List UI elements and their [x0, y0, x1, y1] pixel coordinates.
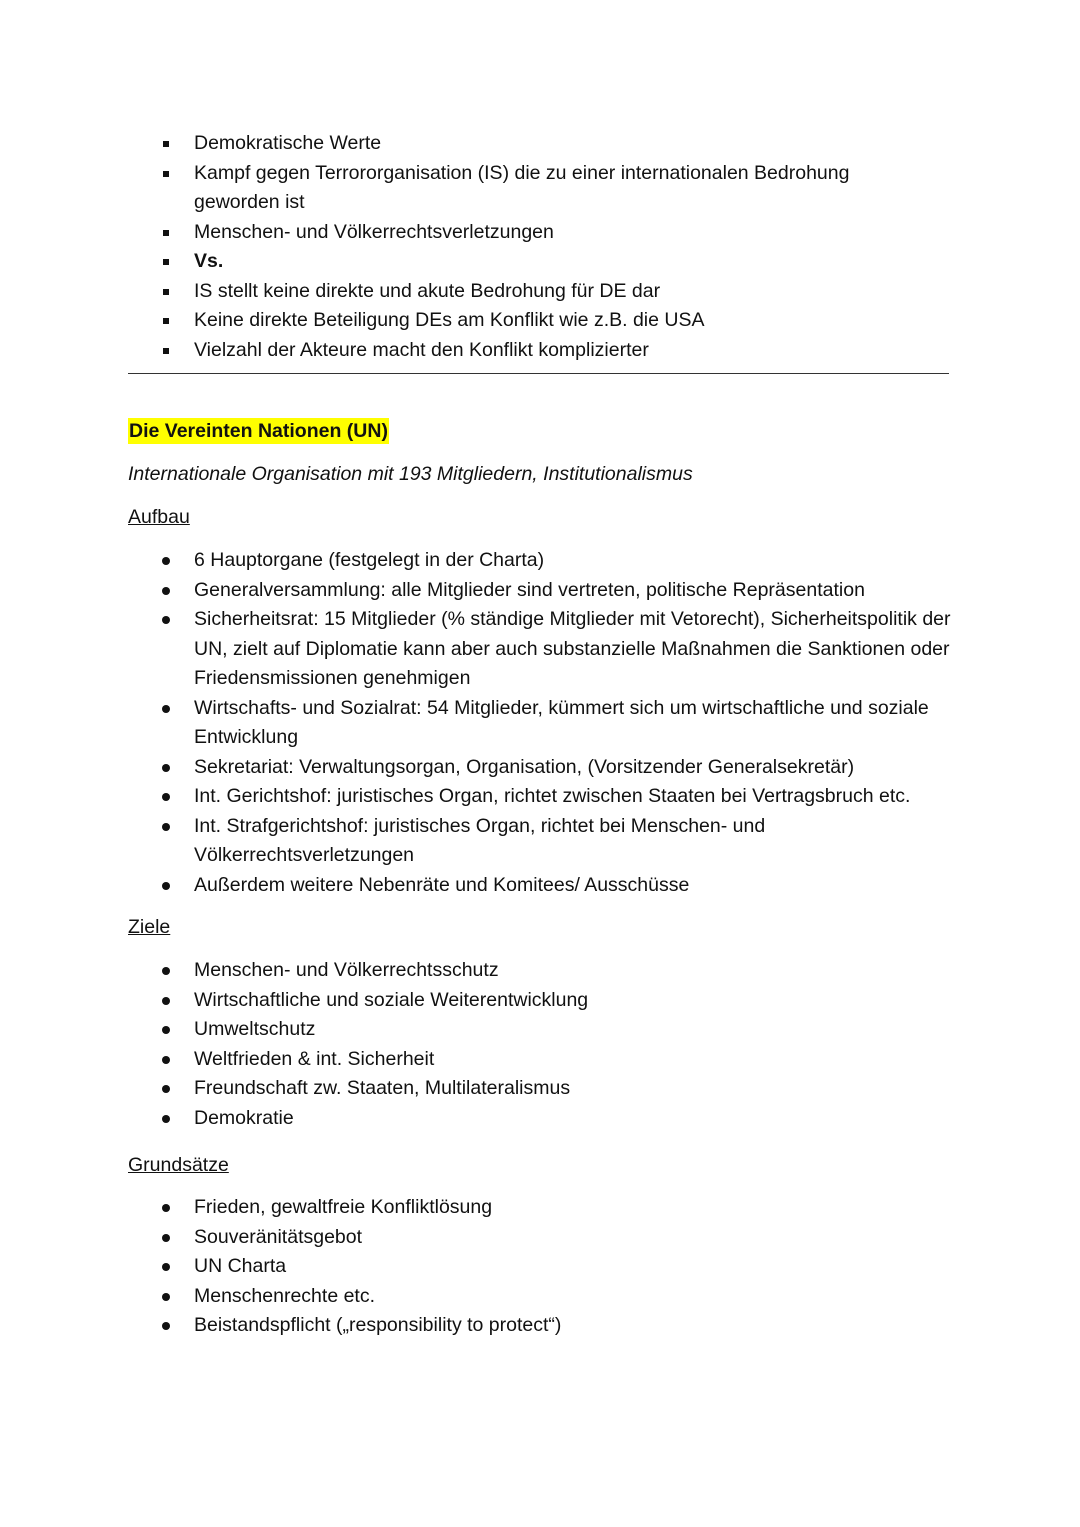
list-item-text: Demokratische Werte: [194, 132, 382, 154]
list-item: [0, 1104, 1080, 1134]
list-item: [0, 1193, 1080, 1223]
grundsaetze-label: Grundsätze: [128, 1154, 229, 1176]
list-item-text: Vs.: [194, 250, 224, 272]
list-item-text: Beistandspflicht („responsibility to protect“): [194, 1314, 562, 1336]
list-item-text: Int. Gerichtshof: juristisches Organ, richtet zwischen Staaten bei Vertragsbruch etc.: [194, 785, 911, 807]
list-item: [0, 306, 1080, 336]
list-item: [0, 1015, 1080, 1045]
list-item: [0, 1311, 1080, 1341]
list-item-text: Kampf gegen Terrororganisation (IS) die zu einer internationalen Bedrohung geworden ist: [194, 161, 850, 213]
list-item-text: Souveränitätsgebot: [194, 1225, 363, 1248]
list-item: [0, 336, 1080, 366]
list-item-text: Freundschaft zw. Staaten, Multilateralismus: [194, 1077, 571, 1099]
list-item: [0, 812, 1080, 871]
list-item-text: Wirtschafts- und Sozialrat: 54 Mitglieder, kümmert sich um wirtschaftliche und soziale Entwicklung: [194, 696, 929, 748]
list-item-text: Frieden, gewaltfreie Konfliktlösung: [194, 1196, 493, 1218]
list-item-text: Sekretariat: Verwaltungsorgan, Organisation, (Vorsitzender Generalsekretär): [194, 755, 855, 778]
list-item-text: Umweltschutz: [194, 1018, 316, 1040]
list-item: [0, 1282, 1080, 1312]
ziele-list: [0, 956, 1080, 1133]
list-item-text: Keine direkte Beteiligung DEs am Konflikt wie z.B. die USA: [194, 309, 705, 331]
list-item: [0, 956, 1080, 986]
list-item-text: Generalversammlung: alle Mitglieder sind vertreten, politische Repräsentation: [194, 578, 865, 601]
list-item-text: Int. Strafgerichtshof: juristisches Organ, richtet bei Menschen- und Völkerrechtsverletzungen: [194, 814, 766, 866]
list-item: [0, 782, 1080, 812]
list-item: [0, 247, 1080, 277]
aufbau-label: Aufbau: [128, 506, 190, 528]
list-item: [0, 753, 1080, 783]
list-item: [0, 159, 1080, 218]
list-item: [0, 1223, 1080, 1253]
list-item-text: Wirtschaftliche und soziale Weiterentwicklung: [194, 988, 589, 1011]
list-item-text: Weltfrieden & int. Sicherheit: [194, 1047, 435, 1070]
list-item: [0, 605, 1080, 694]
list-item-text: Menschenrechte etc.: [194, 1284, 376, 1307]
list-item: [0, 1252, 1080, 1282]
list-item-text: UN Charta: [194, 1255, 287, 1277]
section-subtitle: Internationale Organisation mit 193 Mitgliedern, Institutionalismus: [128, 463, 693, 485]
list-item: [0, 277, 1080, 307]
list-item-text: 6 Hauptorgane (festgelegt in der Charta): [194, 549, 545, 571]
list-item: [0, 694, 1080, 753]
list-item: [0, 1074, 1080, 1104]
list-item-text: Menschen- und Völkerrechtsschutz: [194, 959, 499, 981]
list-item-text: Demokratie: [194, 1106, 294, 1129]
list-item: [0, 871, 1080, 901]
list-item: [0, 576, 1080, 606]
list-item-text: Vielzahl der Akteure macht den Konflikt komplizierter: [194, 338, 649, 361]
list-item-text: Außerdem weitere Nebenräte und Komitees/ Ausschüsse: [194, 873, 690, 896]
list-item-text: Menschen- und Völkerrechtsverletzungen: [194, 220, 554, 243]
list-item-text: Sicherheitsrat: 15 Mitglieder (% ständige Mitglieder mit Vetorecht), Sicherheitspolitik der UN, zielt auf Diplomatie kann aber auch substanzielle Maßnahmen die Sanktionen oder Friedensmissionen genehmigen: [194, 608, 951, 689]
list-item: [0, 129, 1080, 159]
aufbau-list: [0, 546, 1080, 900]
grundsaetze-list: [0, 1193, 1080, 1341]
intro-list: [0, 129, 1080, 365]
list-item-text: IS stellt keine direkte und akute Bedrohung für DE dar: [194, 279, 661, 302]
list-item: [0, 986, 1080, 1016]
list-item: [0, 1045, 1080, 1075]
list-item: [0, 546, 1080, 576]
section-heading: Die Vereinten Nationen (UN): [129, 420, 388, 442]
section-divider: [128, 373, 949, 374]
list-item: [0, 218, 1080, 248]
ziele-label: Ziele: [128, 916, 171, 938]
